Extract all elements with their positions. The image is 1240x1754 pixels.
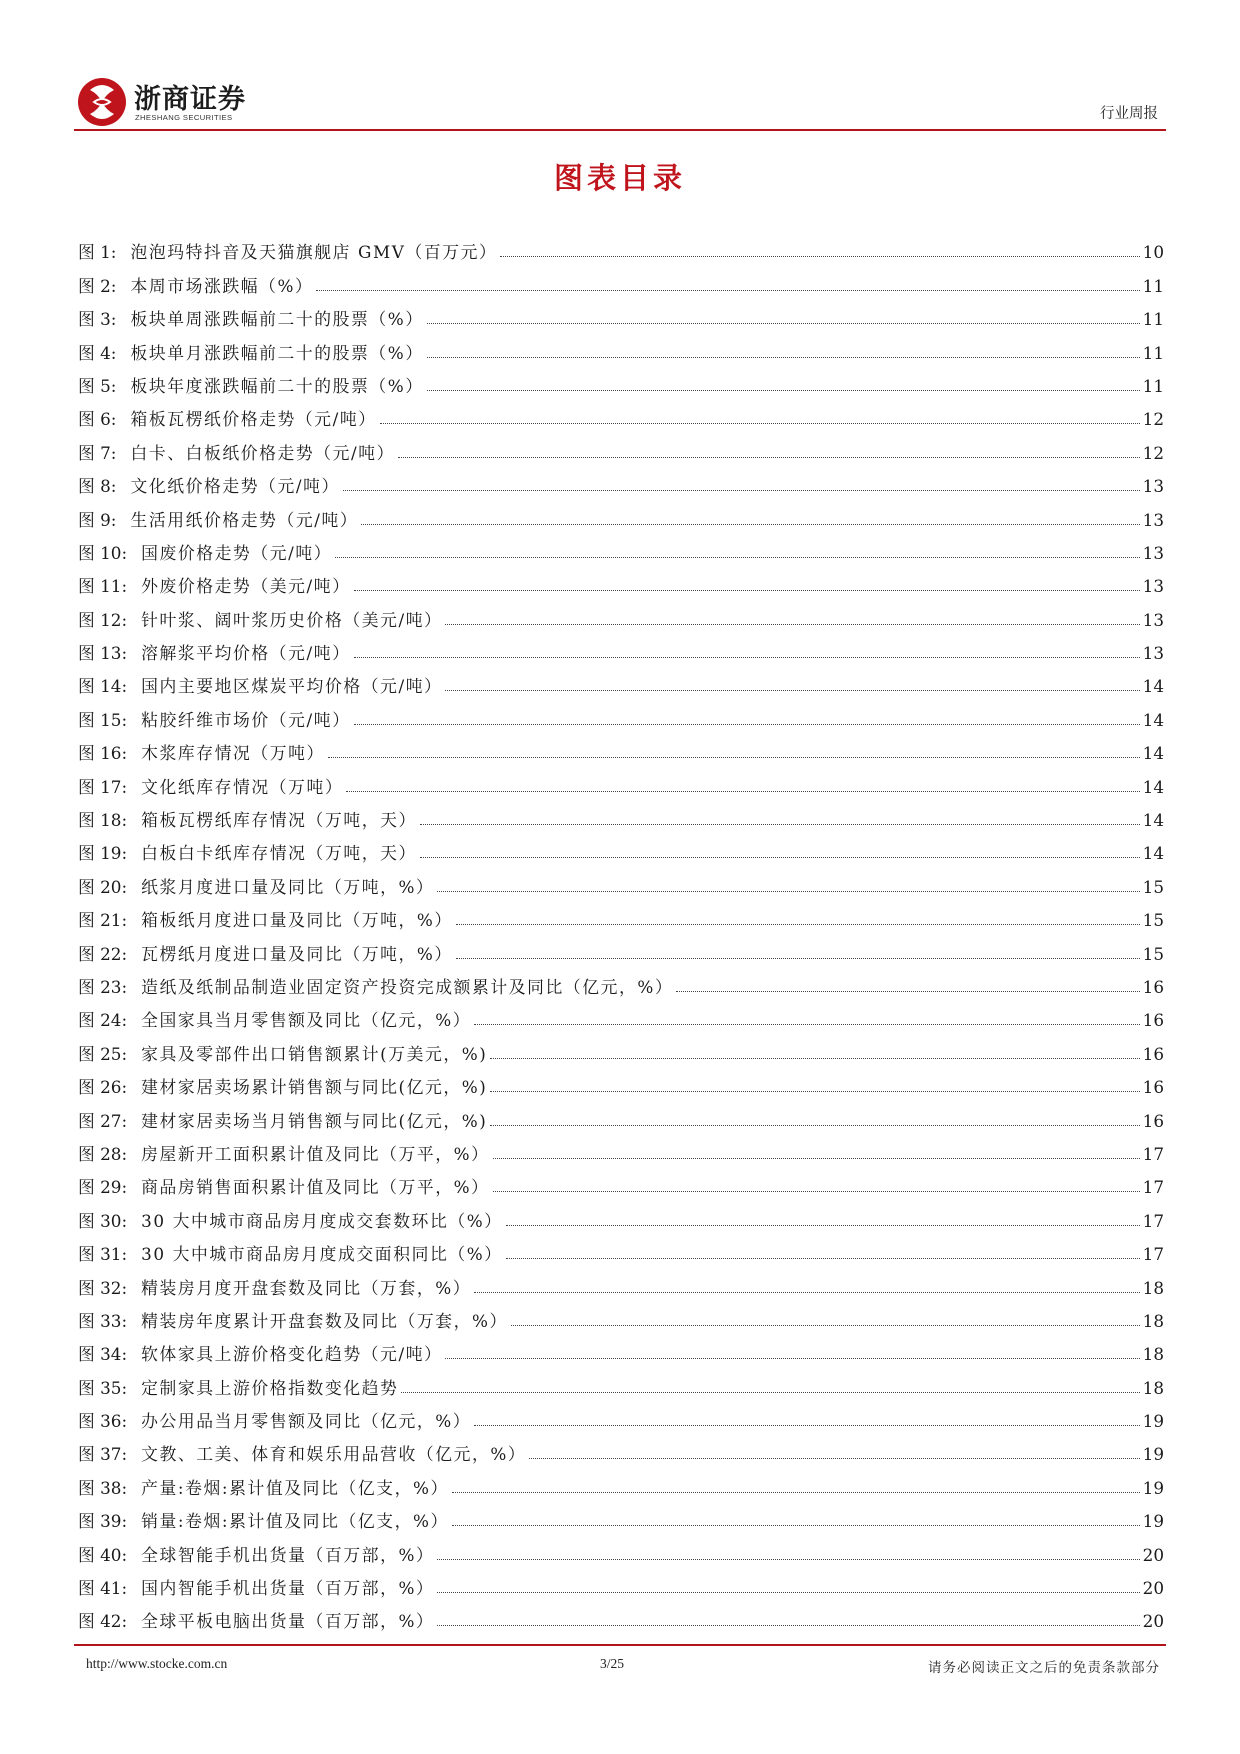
toc-entry[interactable]: [78, 863, 1164, 896]
logo-chinese-name: 浙商证券: [134, 84, 246, 115]
toc-figure-title: 生活用纸价格走势（元/吨）: [130, 509, 359, 530]
toc-entry[interactable]: [78, 696, 1164, 729]
toc-figure-title: 国废价格走势（元/吨）: [141, 542, 333, 563]
toc-figure-title: 国内主要地区煤炭平均价格（元/吨）: [141, 676, 443, 697]
toc-dot-leader: [437, 891, 1139, 892]
toc-dot-leader: [437, 1592, 1139, 1593]
toc-entry[interactable]: [78, 262, 1164, 295]
toc-dot-leader: [335, 557, 1139, 558]
toc-figure-number: 图 20:: [78, 876, 128, 897]
toc-figure-number: 图 8:: [78, 476, 117, 497]
toc-figure-number: 图 3:: [78, 309, 117, 330]
toc-page-number: 18: [1142, 1344, 1164, 1365]
toc-figure-title: 精装房年度累计开盘套数及同比（万套，%）: [141, 1310, 508, 1331]
toc-figure-number: 图 39:: [78, 1511, 128, 1532]
toc-entry[interactable]: [78, 1364, 1164, 1397]
toc-figure-title: 针叶浆、阔叶浆历史价格（美元/吨）: [141, 609, 443, 630]
toc-dot-leader: [490, 1091, 1139, 1092]
toc-dot-leader: [506, 1225, 1140, 1226]
toc-page-number: 17: [1142, 1210, 1164, 1231]
toc-page-number: 15: [1142, 876, 1164, 897]
toc-dot-leader: [445, 1358, 1139, 1359]
toc-figure-title: 文化纸库存情况（万吨）: [141, 776, 344, 797]
toc-figure-title: 国内智能手机出货量（百万部，%）: [141, 1578, 435, 1599]
toc-figure-number: 图 21:: [78, 910, 128, 931]
toc-title: 图表目录: [553, 161, 686, 195]
toc-dot-leader: [500, 256, 1139, 257]
toc-page-number: 20: [1142, 1544, 1164, 1565]
toc-figure-title: 房屋新开工面积累计值及同比（万平，%）: [141, 1143, 490, 1164]
toc-dot-leader: [493, 1191, 1140, 1192]
toc-page-number: 12: [1142, 409, 1164, 430]
toc-entry[interactable]: [78, 396, 1164, 429]
toc-dot-leader: [493, 1158, 1140, 1159]
toc-figure-number: 图 36:: [78, 1411, 128, 1432]
toc-figure-title: 泡泡玛特抖音及天猫旗舰店 GMV（百万元）: [130, 242, 498, 263]
toc-figure-number: 图 18:: [78, 810, 128, 831]
toc-dot-leader: [420, 857, 1140, 858]
toc-figure-title: 30 大中城市商品房月度成交套数环比（%）: [141, 1210, 503, 1231]
toc-page-number: 14: [1142, 709, 1164, 730]
toc-figure-title: 建材家居卖场累计销售额与同比(亿元，%): [141, 1077, 488, 1098]
toc-dot-leader: [361, 524, 1139, 525]
toc-page-number: 11: [1142, 275, 1164, 296]
toc-figure-title: 板块单周涨跌幅前二十的股票（%）: [130, 309, 424, 330]
header-divider: [74, 129, 1166, 131]
toc-figure-number: 图 2:: [78, 275, 117, 296]
toc-entry[interactable]: [78, 1464, 1164, 1497]
toc-dot-leader: [474, 1292, 1139, 1293]
toc-figure-title: 精装房月度开盘套数及同比（万套，%）: [141, 1277, 472, 1298]
toc-dot-leader: [437, 1559, 1139, 1560]
toc-figure-number: 图 29:: [78, 1177, 128, 1198]
toc-entry[interactable]: [78, 1231, 1164, 1264]
toc-figure-title: 全球平板电脑出货量（百万部，%）: [141, 1611, 435, 1632]
toc-figure-number: 图 24:: [78, 1010, 128, 1031]
figure-table-of-contents: [78, 229, 1164, 1631]
toc-dot-leader: [427, 357, 1140, 358]
toc-figure-title: 白板白卡纸库存情况（万吨，天）: [141, 843, 417, 864]
toc-dot-leader: [346, 791, 1139, 792]
toc-figure-title: 商品房销售面积累计值及同比（万平，%）: [141, 1177, 490, 1198]
toc-page-number: 13: [1142, 476, 1164, 497]
toc-entry[interactable]: [78, 763, 1164, 796]
toc-page-number: 14: [1142, 776, 1164, 797]
toc-dot-leader: [427, 390, 1140, 391]
toc-page-number: 18: [1142, 1377, 1164, 1398]
toc-figure-number: 图 17:: [78, 776, 128, 797]
toc-figure-title: 定制家具上游价格指数变化趋势: [141, 1377, 399, 1398]
toc-page-number: 17: [1142, 1177, 1164, 1198]
toc-page-number: 12: [1142, 442, 1164, 463]
toc-entry[interactable]: [78, 463, 1164, 496]
toc-page-number: 16: [1142, 1077, 1164, 1098]
toc-page-number: 13: [1142, 609, 1164, 630]
toc-figure-number: 图 34:: [78, 1344, 128, 1365]
toc-page-number: 13: [1142, 643, 1164, 664]
toc-figure-title: 纸浆月度进口量及同比（万吨，%）: [141, 876, 435, 897]
toc-figure-title: 粘胶纤维市场价（元/吨）: [141, 709, 351, 730]
toc-entry[interactable]: [78, 1331, 1164, 1364]
toc-entry[interactable]: [78, 1431, 1164, 1464]
toc-entry[interactable]: [78, 1498, 1164, 1531]
toc-figure-number: 图 22:: [78, 943, 128, 964]
toc-entry[interactable]: [78, 1264, 1164, 1297]
toc-dot-leader: [490, 1125, 1139, 1126]
toc-page-number: 19: [1142, 1444, 1164, 1465]
toc-page-number: 20: [1142, 1611, 1164, 1632]
toc-entry[interactable]: [78, 1197, 1164, 1230]
toc-figure-number: 图 27:: [78, 1110, 128, 1131]
toc-page-number: 13: [1142, 542, 1164, 563]
toc-page-number: 17: [1142, 1143, 1164, 1164]
toc-dot-leader: [529, 1458, 1139, 1459]
toc-figure-title: 全球智能手机出货量（百万部，%）: [141, 1544, 435, 1565]
toc-entry[interactable]: [78, 1531, 1164, 1564]
toc-page-number: 14: [1142, 810, 1164, 831]
toc-entry[interactable]: [78, 630, 1164, 663]
toc-page-number: 20: [1142, 1578, 1164, 1599]
toc-figure-number: 图 6:: [78, 409, 117, 430]
toc-entry[interactable]: [78, 830, 1164, 863]
toc-figure-title: 箱板纸月度进口量及同比（万吨，%）: [141, 910, 453, 931]
toc-figure-number: 图 15:: [78, 709, 128, 730]
toc-entry[interactable]: [78, 1097, 1164, 1130]
toc-entry[interactable]: [78, 363, 1164, 396]
toc-figure-number: 图 11:: [78, 576, 128, 597]
toc-entry[interactable]: [78, 797, 1164, 830]
toc-page-number: 14: [1142, 843, 1164, 864]
toc-entry[interactable]: [78, 730, 1164, 763]
toc-dot-leader: [328, 757, 1140, 758]
toc-figure-number: 图 33:: [78, 1310, 128, 1331]
toc-page-number: 13: [1142, 509, 1164, 530]
toc-figure-number: 图 7:: [78, 442, 117, 463]
toc-entry[interactable]: [78, 530, 1164, 563]
toc-dot-leader: [401, 1392, 1139, 1393]
toc-figure-number: 图 35:: [78, 1377, 128, 1398]
toc-entry[interactable]: [78, 563, 1164, 596]
toc-figure-number: 图 1:: [78, 242, 117, 263]
toc-entry[interactable]: [78, 964, 1164, 997]
toc-figure-title: 全国家具当月零售额及同比（亿元，%）: [141, 1010, 472, 1031]
toc-page-number: 13: [1142, 576, 1164, 597]
toc-dot-leader: [427, 323, 1140, 324]
toc-entry[interactable]: [78, 1565, 1164, 1598]
toc-figure-title: 板块单月涨跌幅前二十的股票（%）: [130, 342, 424, 363]
toc-dot-leader: [456, 924, 1140, 925]
toc-page-number: 11: [1142, 375, 1164, 396]
toc-dot-leader: [398, 457, 1140, 458]
toc-entry[interactable]: [78, 1030, 1164, 1063]
toc-figure-title: 板块年度涨跌幅前二十的股票（%）: [130, 375, 424, 396]
toc-figure-title: 销量:卷烟:累计值及同比（亿支，%）: [141, 1511, 449, 1532]
toc-figure-title: 建材家居卖场当月销售额与同比(亿元，%): [141, 1110, 488, 1131]
toc-page-number: 16: [1142, 976, 1164, 997]
toc-figure-title: 白卡、白板纸价格走势（元/吨）: [130, 442, 396, 463]
toc-page-number: 10: [1142, 242, 1164, 263]
toc-dot-leader: [437, 1625, 1139, 1626]
toc-entry[interactable]: [78, 596, 1164, 629]
toc-figure-number: 图 23:: [78, 976, 128, 997]
toc-dot-leader: [452, 1492, 1140, 1493]
toc-page-number: 15: [1142, 943, 1164, 964]
toc-figure-number: 图 12:: [78, 609, 128, 630]
toc-page-number: 15: [1142, 910, 1164, 931]
toc-figure-number: 图 10:: [78, 542, 128, 563]
toc-figure-number: 图 19:: [78, 843, 128, 864]
toc-dot-leader: [316, 290, 1139, 291]
toc-entry[interactable]: [78, 897, 1164, 930]
toc-figure-number: 图 38:: [78, 1477, 128, 1498]
toc-entry[interactable]: [78, 930, 1164, 963]
toc-dot-leader: [420, 824, 1140, 825]
toc-figure-title: 本周市场涨跌幅（%）: [130, 275, 314, 296]
toc-figure-title: 办公用品当月零售额及同比（亿元，%）: [141, 1411, 472, 1432]
toc-page-number: 17: [1142, 1244, 1164, 1265]
toc-figure-title: 产量:卷烟:累计值及同比（亿支，%）: [141, 1477, 449, 1498]
toc-entry[interactable]: [78, 496, 1164, 529]
toc-page-number: 11: [1142, 309, 1164, 330]
toc-figure-title: 箱板瓦楞纸价格走势（元/吨）: [130, 409, 377, 430]
toc-figure-title: 箱板瓦楞纸库存情况（万吨，天）: [141, 810, 417, 831]
toc-figure-number: 图 25:: [78, 1043, 128, 1064]
logo-english-name: ZHESHANG SECURITIES: [135, 113, 233, 122]
toc-entry[interactable]: [78, 229, 1164, 262]
toc-dot-leader: [354, 590, 1140, 591]
toc-figure-number: 图 5:: [78, 375, 117, 396]
toc-page-number: 18: [1142, 1277, 1164, 1298]
toc-figure-title: 木浆库存情况（万吨）: [141, 743, 325, 764]
toc-figure-title: 家具及零部件出口销售额累计(万美元，%): [141, 1043, 488, 1064]
toc-entry[interactable]: [78, 1131, 1164, 1164]
toc-dot-leader: [445, 624, 1139, 625]
toc-page-number: 19: [1142, 1511, 1164, 1532]
footer-website-link[interactable]: http://www.stocke.com.cn: [86, 1656, 228, 1671]
toc-dot-leader: [354, 724, 1140, 725]
toc-figure-number: 图 28:: [78, 1143, 128, 1164]
toc-figure-number: 图 41:: [78, 1578, 128, 1599]
toc-dot-leader: [354, 657, 1140, 658]
toc-figure-number: 图 9:: [78, 509, 117, 530]
toc-dot-leader: [490, 1058, 1139, 1059]
page-footer: [80, 1656, 1160, 1680]
toc-page-number: 19: [1142, 1411, 1164, 1432]
toc-figure-number: 图 16:: [78, 743, 128, 764]
footer-divider: [74, 1644, 1166, 1646]
toc-page-number: 16: [1142, 1043, 1164, 1064]
toc-entry[interactable]: [78, 296, 1164, 329]
toc-dot-leader: [474, 1024, 1139, 1025]
toc-figure-title: 瓦楞纸月度进口量及同比（万吨，%）: [141, 943, 453, 964]
toc-page-number: 14: [1142, 743, 1164, 764]
toc-entry[interactable]: [78, 329, 1164, 362]
toc-figure-number: 图 31:: [78, 1244, 128, 1265]
toc-dot-leader: [676, 991, 1139, 992]
toc-figure-title: 外废价格走势（美元/吨）: [141, 576, 351, 597]
footer-disclaimer: 请务必阅读正文之后的免责条款部分: [928, 1660, 1160, 1676]
page-header: [76, 74, 1166, 130]
toc-figure-title: 文教、工美、体育和娱乐用品营收（亿元，%）: [141, 1444, 527, 1465]
toc-dot-leader: [343, 490, 1140, 491]
toc-entry[interactable]: [78, 429, 1164, 462]
toc-dot-leader: [506, 1258, 1140, 1259]
report-type-label: 行业周报: [1100, 106, 1158, 122]
toc-figure-number: 图 13:: [78, 643, 128, 664]
toc-figure-title: 溶解浆平均价格（元/吨）: [141, 643, 351, 664]
toc-dot-leader: [456, 958, 1140, 959]
toc-figure-number: 图 40:: [78, 1544, 128, 1565]
toc-figure-number: 图 42:: [78, 1611, 128, 1632]
toc-figure-title: 造纸及纸制品制造业固定资产投资完成额累计及同比（亿元，%）: [141, 976, 674, 997]
footer-page-number: 3/25: [600, 1656, 625, 1671]
toc-figure-number: 图 4:: [78, 342, 117, 363]
toc-entry[interactable]: [78, 1298, 1164, 1331]
zheshang-logo: [76, 76, 316, 132]
toc-dot-leader: [474, 1425, 1139, 1426]
zheshang-emblem-icon: [76, 76, 128, 128]
toc-figure-number: 图 32:: [78, 1277, 128, 1298]
toc-figure-number: 图 30:: [78, 1210, 128, 1231]
toc-dot-leader: [452, 1525, 1140, 1526]
toc-figure-number: 图 37:: [78, 1444, 128, 1465]
toc-figure-number: 图 14:: [78, 676, 128, 697]
toc-figure-number: 图 26:: [78, 1077, 128, 1098]
toc-dot-leader: [380, 423, 1140, 424]
toc-page-number: 16: [1142, 1010, 1164, 1031]
toc-figure-title: 软体家具上游价格变化趋势（元/吨）: [141, 1344, 443, 1365]
toc-entry[interactable]: [78, 1598, 1164, 1631]
toc-page-number: 18: [1142, 1310, 1164, 1331]
toc-entry[interactable]: [78, 1398, 1164, 1431]
toc-page-number: 19: [1142, 1477, 1164, 1498]
toc-entry[interactable]: [78, 1164, 1164, 1197]
toc-page-number: 14: [1142, 676, 1164, 697]
toc-entry[interactable]: [78, 1064, 1164, 1097]
toc-page-number: 16: [1142, 1110, 1164, 1131]
toc-page-number: 11: [1142, 342, 1164, 363]
toc-dot-leader: [511, 1325, 1140, 1326]
toc-figure-title: 30 大中城市商品房月度成交面积同比（%）: [141, 1244, 503, 1265]
toc-figure-title: 文化纸价格走势（元/吨）: [130, 476, 340, 497]
toc-entry[interactable]: [78, 997, 1164, 1030]
toc-entry[interactable]: [78, 663, 1164, 696]
toc-dot-leader: [445, 690, 1139, 691]
